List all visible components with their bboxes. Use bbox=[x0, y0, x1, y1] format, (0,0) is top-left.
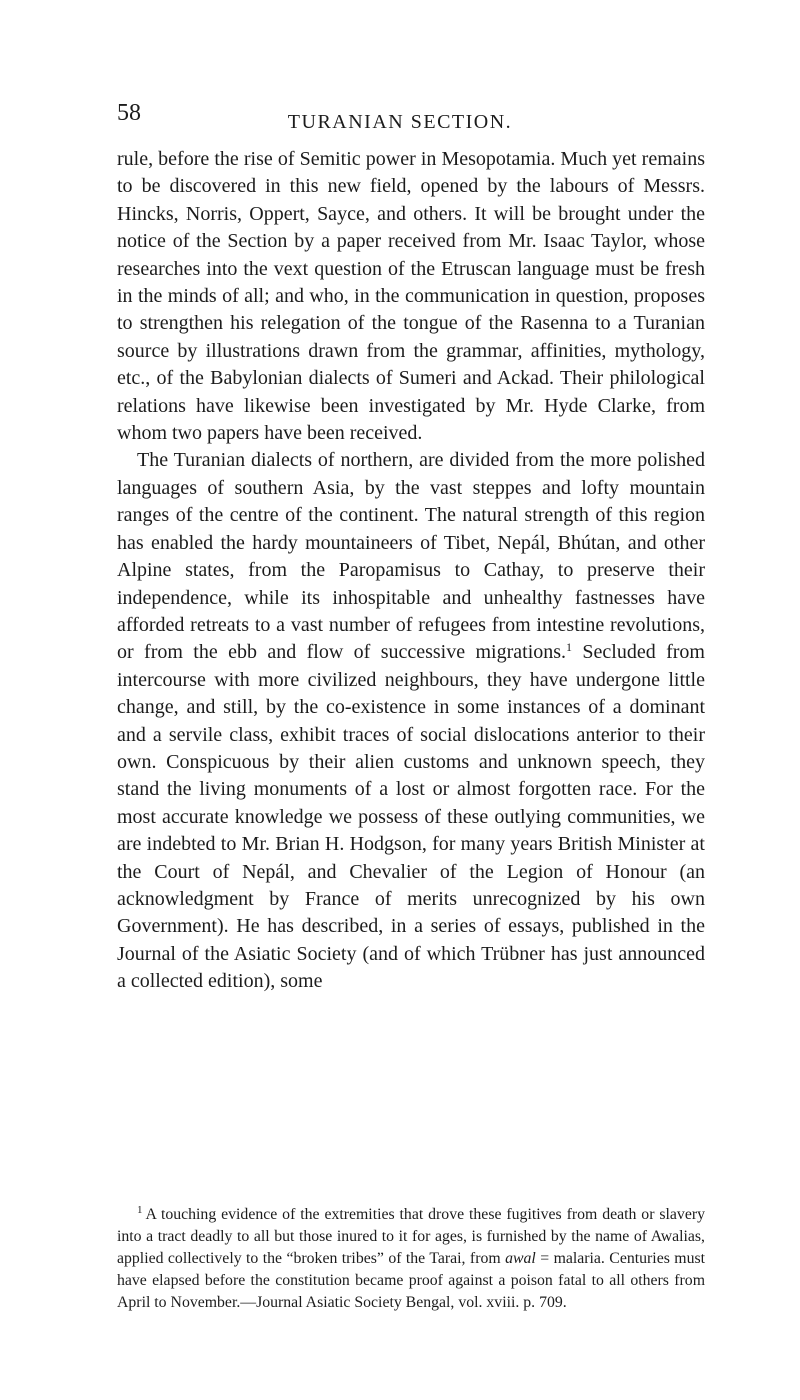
running-title: TURANIAN SECTION. bbox=[287, 111, 513, 133]
footnote-text-a: A touching evidence of the extremities that drove these fugitives from death or slavery into a tract deadly to all but those inured to it for ages, is furnished by the name of Awalias, applied collectively to the “broken tribes” of the Tarai, from bbox=[117, 1206, 705, 1267]
page-number: 58 bbox=[117, 100, 141, 126]
footnote-italic-word: awal bbox=[505, 1250, 536, 1267]
paragraph-2-text-a: The Turanian dialects of northern, are divided from the more polished languages of southern Asia, by the vast steppes and lofty mountain ranges of the centre of the continent. The natural strength of this region has enabled the hardy mountaineers of Tibet, Nepál, Bhútan, and other Alpine states, from the Paropamisus to Cathay, to preserve their independence, while its inhospitable and unhealthy fastnesses have afforded retreats to a vast number of refugees from intestine revolutions, or from the ebb and flow of successive migrations. bbox=[117, 449, 705, 664]
paragraph-2-text-b: Secluded from intercourse with more civilized neighbours, they have undergone little change, and still, by the co-existence in some instances of a dominant and a servile class, exhibit traces of social dislocations anterior to their own. Conspicuous by their alien customs and unknown speech, they stand the living monuments of a lost or almost forgotten race. For the most accurate knowledge we possess of these outlying communities, we are indebted to Mr. Brian H. Hodgson, for many years British Minister at the Court of Nepál, and Chevalier of the Legion of Honour (an acknowledgment by France of merits unrecognized by his own Government). He has described, in a series of essays, published in the Journal of the Asiatic Society (and of which Trübner has just announced a collected edition), some bbox=[117, 641, 705, 993]
footnote-text-b: = malaria. Centuries must have elapsed before the constitution became proof against a poison fatal to all others from April to November.—Journal Asiatic Society Bengal, vol. xviii. p. 709. bbox=[117, 1250, 706, 1311]
paragraph-1: rule, before the rise of Semitic power in Mesopotamia. Much yet remains to be discovered in this new field, opened by the labours of Messrs. Hincks, Norris, Oppert, Sayce, and others. It will be brought under the notice of the Section by a paper received from Mr. Isaac Taylor, whose researches into the vext question of the Etruscan language must be fresh in the minds of all; and who, in the communication in question, proposes to strengthen his relegation of the tongue of the Rasenna to a Turanian source by illustrations drawn from the grammar, affinities, mythology, etc., of the Babylonian dialects of Sumeri and Ackad. Their philological relations have likewise been investigated by Mr. Hyde Clarke, from whom two papers have been received. bbox=[117, 148, 705, 445]
body-text bbox=[117, 146, 705, 996]
footnote-reference: 1 bbox=[566, 640, 573, 655]
footnote-marker: 1 bbox=[137, 1204, 143, 1216]
footnote bbox=[117, 1204, 705, 1314]
paragraph-2 bbox=[117, 447, 705, 995]
